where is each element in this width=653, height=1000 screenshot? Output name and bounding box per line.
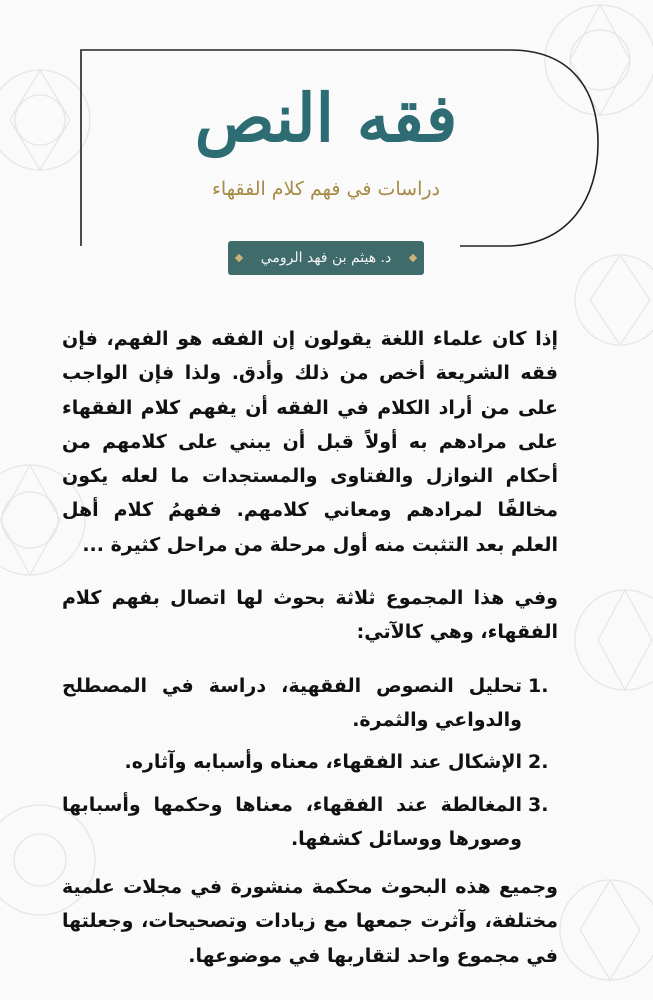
list-item	[62, 669, 558, 738]
list-item-text: الإشكال عند الفقهاء، معناه وأسبابه وآثاره.	[124, 751, 522, 774]
book-title: فقه النص	[194, 79, 458, 157]
closing-paragraph: وجميع هذه البحوث محكمة منشورة في مجلات علمية مختلفة، وآثرت جمعها مع زيادات وتصحيحات، وجعلتها في مجموع واحد لتقاربها في موضوعها.	[62, 876, 558, 967]
book-subtitle: دراسات في فهم كلام الفقهاء	[212, 178, 440, 200]
list-item-number: 1.	[528, 674, 549, 697]
list-item-number: 2.	[528, 751, 549, 774]
studies-list	[62, 669, 558, 856]
list-item	[62, 745, 558, 779]
list-item-text: المغالطة عند الفقهاء، معناها وحكمها وأسبابها وصورها ووسائل كشفها.	[62, 793, 522, 850]
intro-paragraph: إذا كان علماء اللغة يقولون إن الفقه هو الفهم، فإن فقه الشريعة أخص من ذلك وأدق. ولذا فإن الواجب على من أراد الكلام في الفقه أن يفهم كلام الفقهاء على مرادهم به أولاً قبل أن يبني على كلامهم من أحكام النوازل والفتاوى والمستجدات ما لعله يكون مخالفًا لمرادهم ومعاني كلامهم. ففهمُ كلام أهل العلم بعد التثبت منه أول مرحلة من مراحل كثيرة ...	[62, 328, 558, 556]
description-text	[62, 322, 558, 973]
author-badge: د. هيثم بن فهد الرومي	[228, 241, 424, 275]
list-item	[62, 788, 558, 857]
list-item-number: 3.	[528, 793, 549, 816]
list-item-text: تحليل النصوص الفقهية، دراسة في المصطلح والدواعي والثمرة.	[62, 674, 522, 731]
collection-intro: وفي هذا المجموع ثلاثة بحوث لها اتصال بفهم كلام الفقهاء، وهي كالآتي:	[62, 587, 558, 644]
